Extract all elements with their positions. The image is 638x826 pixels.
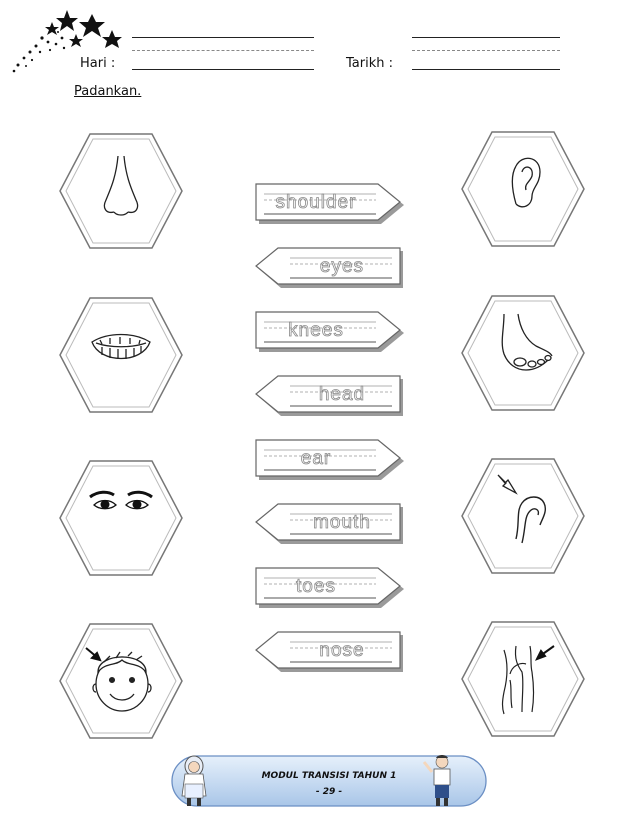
knees-hexagon[interactable] — [460, 616, 586, 742]
word-text-head: head — [318, 384, 366, 405]
word-text-knees: knees — [288, 320, 344, 341]
word-arrow-nose[interactable] — [250, 628, 406, 676]
footer-title: MODUL TRANSISI TAHUN 1 — [261, 771, 397, 781]
shoulder-hexagon[interactable] — [460, 453, 586, 579]
top-left-line — [132, 37, 314, 38]
hari-field[interactable] — [132, 69, 314, 70]
head-hexagon[interactable] — [58, 618, 184, 744]
footer-banner — [170, 752, 488, 812]
word-arrow-ear[interactable] — [250, 436, 406, 484]
word-text-nose: nose — [319, 640, 365, 661]
word-text-toes: toes — [296, 576, 336, 597]
mouth-hexagon[interactable] — [58, 292, 184, 418]
top-left-dash — [132, 50, 314, 51]
eyes-hexagon[interactable] — [58, 455, 184, 581]
word-arrow-knees[interactable] — [250, 308, 406, 356]
tarikh-label: Tarikh : — [346, 56, 393, 71]
instruction: Padankan. — [74, 84, 142, 99]
hari-label: Hari : — [80, 56, 116, 71]
tarikh-field[interactable] — [412, 69, 560, 70]
word-text-eyes: eyes — [319, 256, 365, 277]
word-text-shoulder: shoulder — [275, 192, 357, 213]
word-arrow-eyes[interactable] — [250, 244, 406, 292]
word-arrow-mouth[interactable] — [250, 500, 406, 548]
word-arrow-head[interactable] — [250, 372, 406, 420]
toes-hexagon[interactable] — [460, 290, 586, 416]
footer-page: - 29 - — [315, 787, 343, 797]
word-arrow-shoulder[interactable] — [250, 180, 406, 228]
top-right-dash — [412, 50, 560, 51]
word-text-ear: ear — [300, 448, 332, 469]
ear-hexagon[interactable] — [460, 126, 586, 252]
word-text-mouth: mouth — [313, 512, 371, 533]
nose-hexagon[interactable] — [58, 128, 184, 254]
word-arrow-toes[interactable] — [250, 564, 406, 612]
top-right-line — [412, 37, 560, 38]
